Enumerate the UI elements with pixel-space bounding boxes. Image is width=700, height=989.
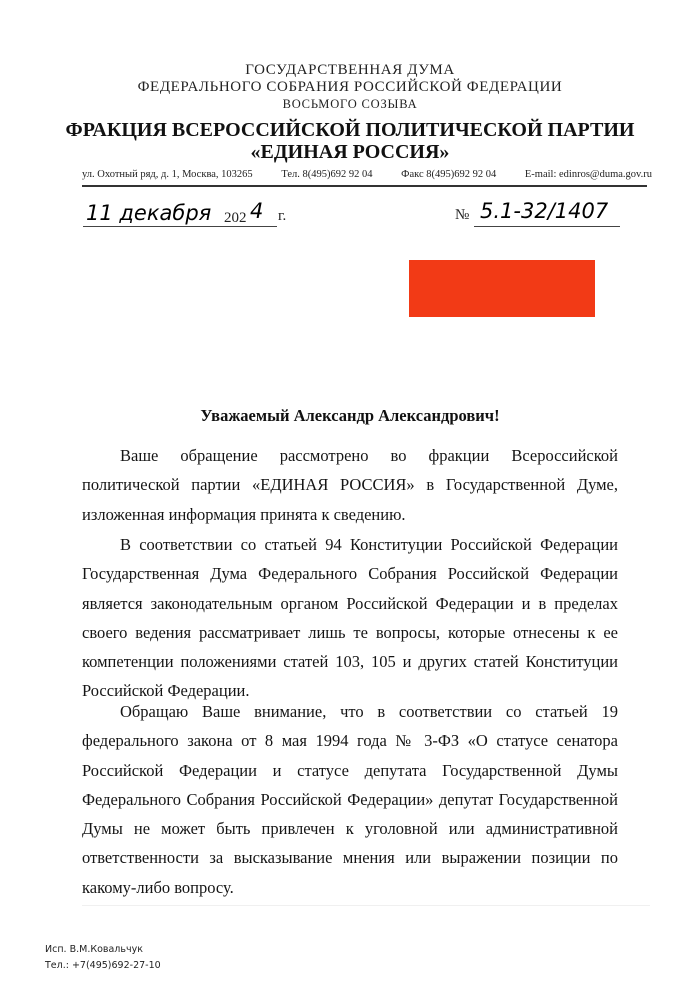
- year-suffix: г.: [278, 208, 287, 224]
- redacted-recipient-block: [409, 260, 595, 317]
- letterhead-federal-assembly: ФЕДЕРАЛЬНОГО СОБРАНИЯ РОССИЙСКОЙ ФЕДЕРАЦИИ: [137, 79, 563, 95]
- year-prefix: 202: [224, 210, 247, 226]
- header-divider: [82, 185, 647, 187]
- number-label: №: [455, 207, 470, 223]
- number-field: [476, 188, 626, 228]
- contact-line: [82, 169, 652, 180]
- letter-paragraph-2: В соответствии со статьей 94 Конституции Российской Федерации Государственная Дума Федерального Собрания Российской Федерации является законодательным органом Российской Федерации и в пределах своего ведения рассматривает лишь те вопросы, которые отнесены к ее компетенции положениями статей 103, 105 и других статей Конституции Российской Федерации.: [82, 535, 618, 701]
- letterhead-convocation: ВОСЬМОГО СОЗЫВА: [282, 97, 418, 111]
- number-handwritten: 5.1-32/1407: [480, 199, 609, 223]
- fax: Факс 8(495)692 92 04: [401, 169, 497, 180]
- year-digit: 4: [250, 199, 264, 223]
- faction-title-line1: ФРАКЦИЯ ВСЕРОССИЙСКОЙ ПОЛИТИЧЕСКОЙ ПАРТИИ: [65, 119, 635, 141]
- date-handwriting: [84, 188, 287, 228]
- executor-phone: Тел.: +7(495)692-27-10: [45, 960, 161, 971]
- number-handwriting: [476, 188, 626, 228]
- number-underline: [474, 226, 620, 227]
- phone: Тел. 8(495)692 92 04: [281, 169, 373, 180]
- executor-name: Исп. В.М.Ковальчук: [45, 944, 143, 955]
- letterhead-duma: ГОСУДАРСТВЕННАЯ ДУМА: [245, 62, 455, 78]
- letter-paragraph-1: Ваше обращение рассмотрено во фракции Всероссийской политической партии «ЕДИНАЯ РОССИЯ» в Государственной Думе, изложенная информация принята к сведению.: [82, 446, 618, 524]
- faction-title-line2: «ЕДИНАЯ РОССИЯ»: [250, 141, 450, 163]
- email: E-mail: edinros@duma.gov.ru: [524, 169, 652, 180]
- date-field: [84, 188, 287, 228]
- date-underline: [83, 226, 277, 227]
- salutation: Уважаемый Александр Александрович!: [200, 406, 500, 425]
- footer-divider: [82, 905, 650, 906]
- letter-paragraph-3: Обращаю Ваше внимание, что в соответствии со статьей 19 федерального закона от 8 мая 1994 года № 3-ФЗ «О статусе сенатора Российской Федерации и статусе депутата Государственной Думы Федерального Собрания Российской Федерации» депутат Государственной Думы не может быть привлечен к уголовной или административной ответственности за высказывание мнения или выражении позиции по какому-либо вопросу.: [82, 702, 618, 897]
- address: ул. Охотный ряд, д. 1, Москва, 103265: [82, 169, 253, 180]
- date-handwritten: 11 декабря: [86, 201, 212, 225]
